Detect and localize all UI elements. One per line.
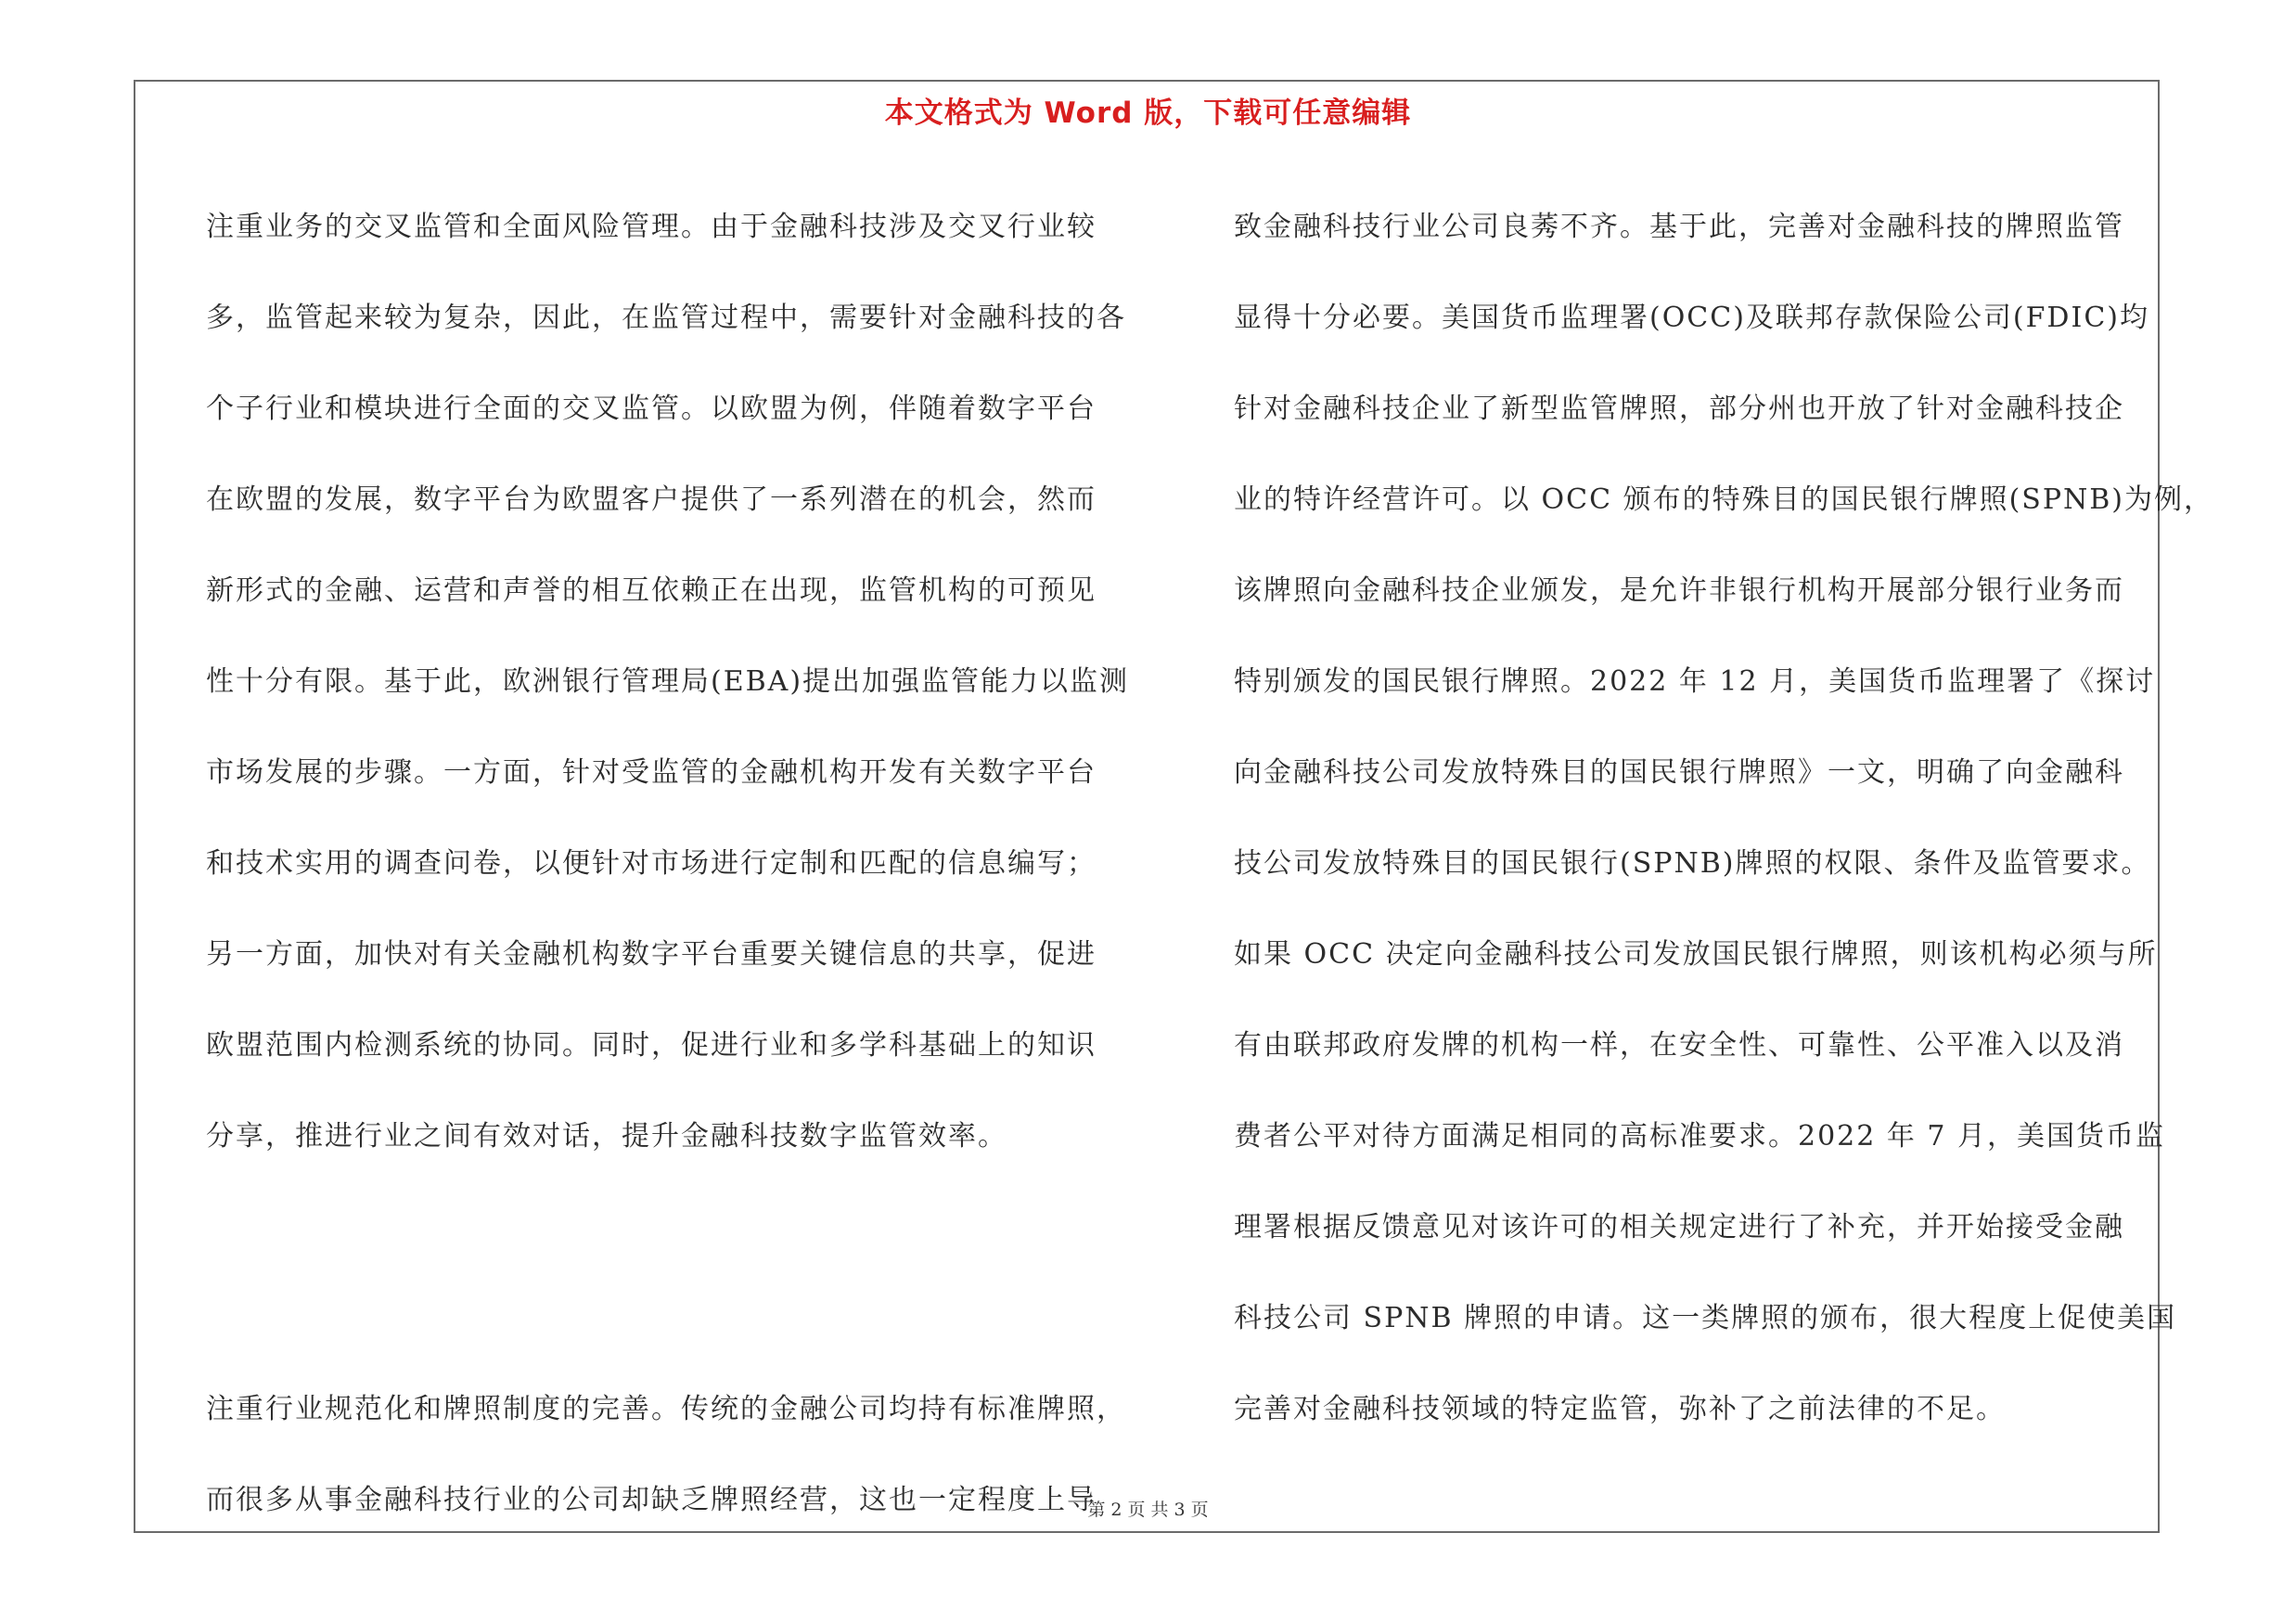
text-line: 另一方面，加快对有关金融机构数字平台重要关键信息的共享，促进 xyxy=(206,938,1097,971)
text-line: 显得十分必要。美国货币监理署(OCC)及联邦存款保险公司(FDIC)均 xyxy=(1234,302,2149,334)
text-line: 而很多从事金融科技行业的公司却缺乏牌照经营，这也一定程度上导 xyxy=(206,1484,1097,1516)
text-line: 致金融科技行业公司良莠不齐。基于此，完善对金融科技的牌照监管 xyxy=(1234,211,2124,243)
text-line: 理署根据反馈意见对该许可的相关规定进行了补充，并开始接受金融 xyxy=(1234,1211,2124,1243)
text-line: 费者公平对待方面满足相同的高标准要求。2022 年 7 月，美国货币监 xyxy=(1234,1120,2166,1153)
text-line: 和技术实用的调查问卷，以便针对市场进行定制和匹配的信息编写； xyxy=(206,847,1097,880)
page-number-footer: 第 2 页 共 3 页 xyxy=(1087,1500,1209,1520)
left-paragraph-1 xyxy=(206,182,1134,1182)
right-paragraph xyxy=(1234,182,2214,1455)
text-line: 该牌照向金融科技企业颁发，是允许非银行机构开展部分银行业务而 xyxy=(1234,574,2124,607)
text-line: 个子行业和模块进行全面的交叉监管。以欧盟为例，伴随着数字平台 xyxy=(206,393,1097,425)
text-line: 有由联邦政府发牌的机构一样，在安全性、可靠性、公平准入以及消 xyxy=(1234,1029,2124,1062)
text-line: 注重行业规范化和牌照制度的完善。传统的金融公司均持有标准牌照， xyxy=(206,1393,1126,1425)
text-line: 科技公司 SPNB 牌照的申请。这一类牌照的颁布，很大程度上促使美国 xyxy=(1234,1302,2177,1334)
text-line: 性十分有限。基于此，欧洲银行管理局(EBA)提出加强监管能力以监测 xyxy=(206,665,1130,698)
word-format-banner: 本文格式为 Word 版，下载可任意编辑 xyxy=(884,97,1412,130)
text-line: 技公司发放特殊目的国民银行(SPNB)牌照的权限、条件及监管要求。 xyxy=(1234,847,2151,880)
paragraph-gap xyxy=(206,1273,1134,1364)
text-line: 多，监管起来较为复杂，因此，在监管过程中，需要针对金融科技的各 xyxy=(206,302,1126,334)
text-line: 业的特许经营许可。以 OCC 颁布的特殊目的国民银行牌照(SPNB)为例， xyxy=(1234,483,2214,516)
text-line: 如果 OCC 决定向金融科技公司发放国民银行牌照，则该机构必须与所 xyxy=(1234,938,2158,971)
text-line: 新形式的金融、运营和声誉的相互依赖正在出现，监管机构的可预见 xyxy=(206,574,1097,607)
paragraph-gap xyxy=(206,1182,1134,1273)
right-column xyxy=(1234,182,2214,1455)
text-line: 特别颁发的国民银行牌照。2022 年 12 月，美国货币监理署了《探讨 xyxy=(1234,665,2156,698)
text-line: 欧盟范围内检测系统的协同。同时，促进行业和多学科基础上的知识 xyxy=(206,1029,1097,1062)
left-column xyxy=(206,182,1134,1546)
text-line: 完善对金融科技领域的特定监管，弥补了之前法律的不足。 xyxy=(1234,1393,2006,1425)
text-line: 针对金融科技企业了新型监管牌照，部分州也开放了针对金融科技企 xyxy=(1234,393,2124,425)
text-line: 向金融科技公司发放特殊目的国民银行牌照》一文，明确了向金融科 xyxy=(1234,756,2124,789)
text-line: 市场发展的步骤。一方面，针对受监管的金融机构开发有关数字平台 xyxy=(206,756,1097,789)
text-line: 注重业务的交叉监管和全面风险管理。由于金融科技涉及交叉行业较 xyxy=(206,211,1097,243)
text-line: 分享，推进行业之间有效对话，提升金融科技数字监管效率。 xyxy=(206,1120,1007,1153)
text-line: 在欧盟的发展，数字平台为欧盟客户提供了一系列潜在的机会，然而 xyxy=(206,483,1097,516)
